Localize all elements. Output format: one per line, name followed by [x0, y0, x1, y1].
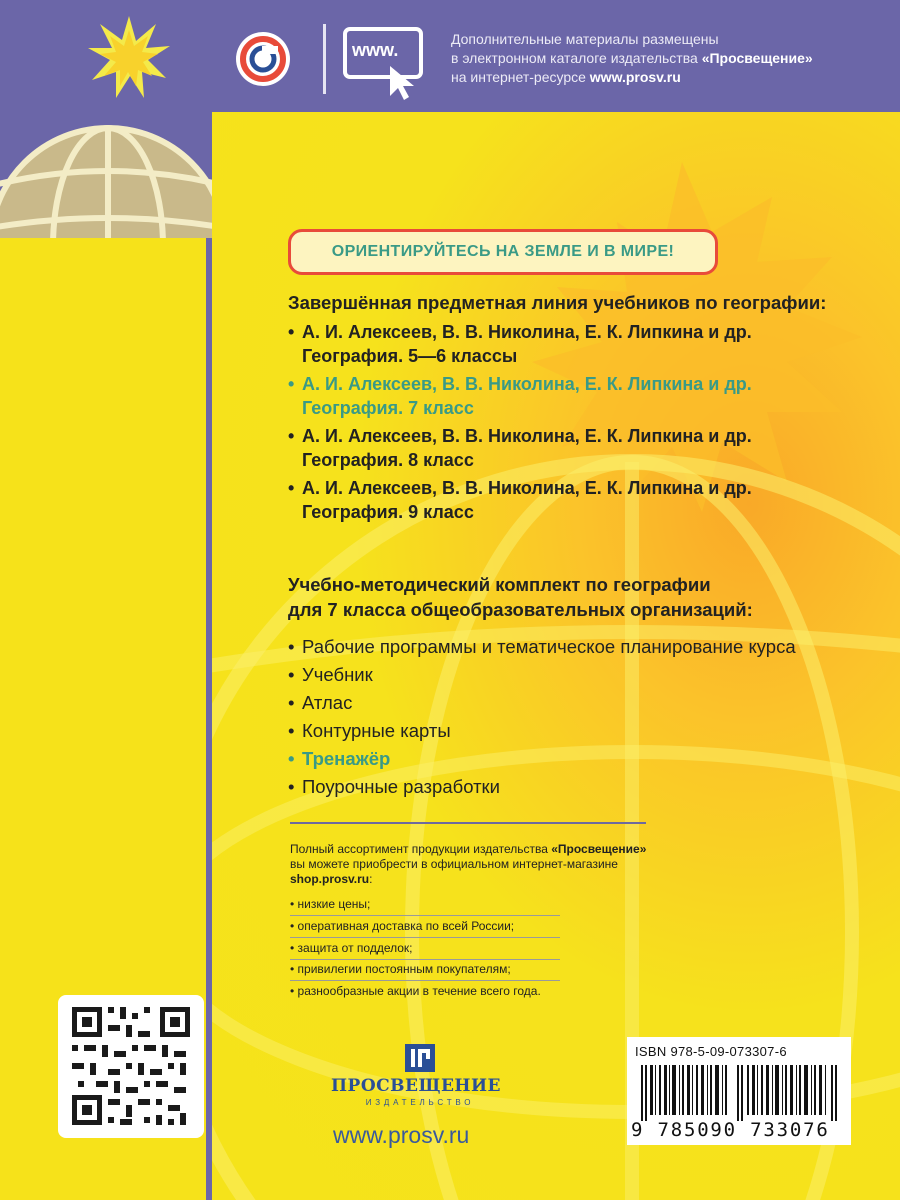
book-title: География. 9 класс — [302, 502, 474, 522]
isbn-barcode — [627, 1037, 851, 1145]
publisher-name: ПРОСВЕЩЕНИЕ — [330, 1076, 502, 1096]
perk-divider — [290, 915, 560, 916]
book-title: География. 7 класс — [302, 398, 474, 418]
umk-item: • Рабочие программы и тематическое планирование курса — [288, 636, 796, 657]
book-authors: А. И. Алексеев, В. В. Николина, Е. К. Липкина и др. — [302, 322, 752, 342]
book-title: География. 8 класс — [302, 450, 474, 470]
shop-url: shop.prosv.ru — [290, 872, 370, 886]
top-info-line3: на интернет-ресурсе — [451, 69, 590, 85]
barcode-icon — [641, 1065, 841, 1121]
perk-item: • низкие цены; — [290, 897, 371, 911]
umk-item: • Атлас — [288, 692, 353, 713]
www-badge-text: www. — [352, 40, 399, 60]
top-info-line2: в электронном каталоге издательства — [451, 50, 702, 66]
perk-divider — [290, 980, 560, 981]
book-item-2: • А. И. Алексеев, В. В. Николина, Е. К. Липкина и др. География. 7 класс — [288, 374, 752, 418]
www-icon — [342, 26, 428, 102]
perk-item: • разнообразные акции в течение всего года. — [290, 984, 541, 998]
publisher-subtitle: ИЗДАТЕЛЬСТВО — [365, 1098, 475, 1107]
perk-item: • защита от подделок; — [290, 941, 413, 955]
top-info-publisher: «Просвещение» — [701, 50, 813, 66]
perk-divider — [290, 959, 560, 960]
isbn-digits: 9 785090 733076 — [631, 1119, 830, 1141]
qr-code-icon — [58, 995, 204, 1138]
book-item-4: • А. И. Алексеев, В. В. Николина, Е. К. Липкина и др. География. 9 класс — [288, 478, 752, 522]
book-authors: А. И. Алексеев, В. В. Николина, Е. К. Липкина и др. — [302, 426, 752, 446]
perk-item: • привилегии постоянным покупателям; — [290, 962, 511, 976]
top-info-url[interactable]: www.prosv.ru — [589, 69, 681, 85]
divider — [290, 822, 646, 824]
umk-item: • Учебник — [288, 664, 373, 685]
perk-item: • оперативная доставка по всей России; — [290, 919, 515, 933]
catalog-icon — [232, 28, 294, 90]
umk-item-highlight: • Тренажёр — [288, 748, 391, 769]
isbn-label: ISBN 978-5-09-073307-6 — [635, 1044, 787, 1059]
book-item-3: • А. И. Алексеев, В. В. Николина, Е. К. Липкина и др. География. 8 класс — [288, 426, 752, 470]
globe-icon — [0, 116, 212, 238]
umk-item: • Контурные карты — [288, 720, 451, 741]
shop-info: Полный ассортимент продукции издательства «Просвещение» вы можете приобрести в официальном интернет-магазине shop.prosv.ru: — [290, 842, 647, 886]
perk-divider — [290, 937, 560, 938]
header-banner: ОРИЕНТИРУЙТЕСЬ НА ЗЕМЛЕ И В МИРЕ! — [288, 229, 718, 275]
book-authors: А. И. Алексеев, В. В. Николина, Е. К. Липкина и др. — [302, 374, 752, 394]
book-item-1: • А. И. Алексеев, В. В. Николина, Е. К. Липкина и др. География. 5—6 классы — [288, 322, 752, 366]
top-info-line1: Дополнительные материалы размещены — [451, 31, 719, 47]
icon-divider — [323, 24, 326, 94]
publisher-logo-icon — [403, 1042, 437, 1074]
top-info — [451, 30, 813, 87]
umk-title: Учебно-методический комплект по географии для 7 класса общеобразовательных организаций: — [288, 574, 753, 620]
book-authors: А. И. Алексеев, В. В. Николина, Е. К. Липкина и др. — [302, 478, 752, 498]
publisher-url[interactable]: www.prosv.ru — [333, 1122, 470, 1148]
starburst-icon — [88, 16, 170, 98]
shop-publisher: «Просвещение» — [551, 842, 647, 856]
qr-code[interactable] — [58, 995, 204, 1138]
umk-item: • Поурочные разработки — [288, 776, 500, 797]
line-title: Завершённая предметная линия учебников по географии: — [288, 292, 827, 313]
book-title: География. 5—6 классы — [302, 346, 518, 366]
